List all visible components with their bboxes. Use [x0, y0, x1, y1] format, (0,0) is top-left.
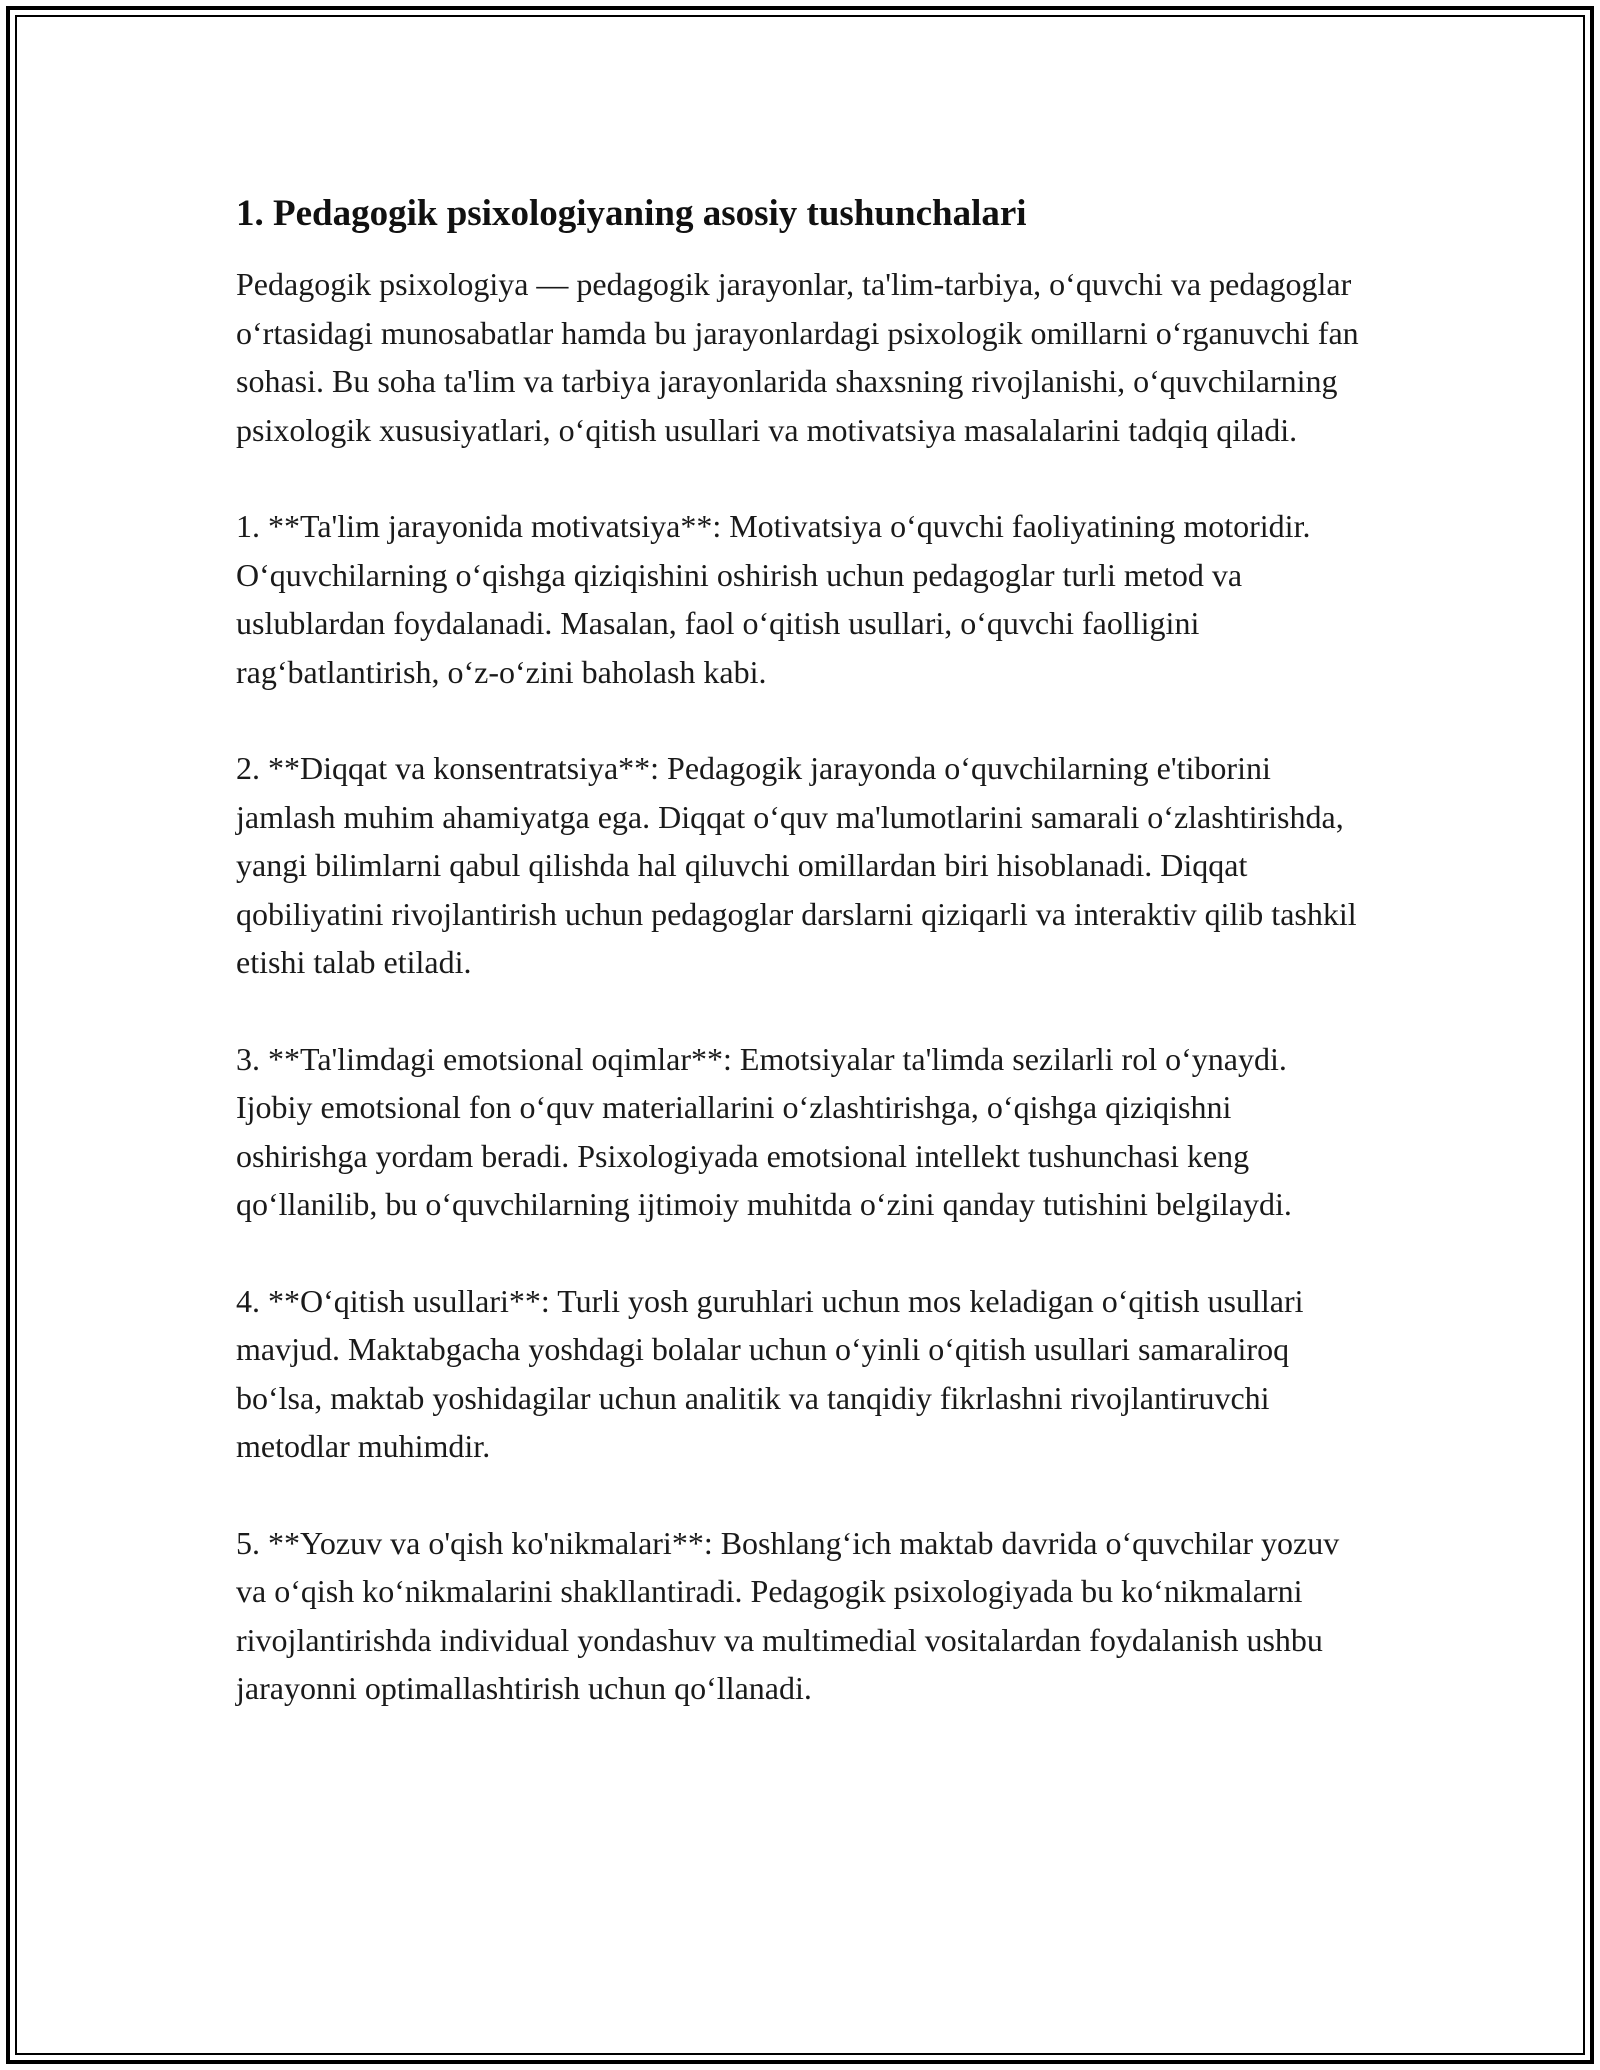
document-content [236, 190, 1366, 1761]
paragraph-emotions: 3. **Ta'limdagi emotsional oqimlar**: Emotsiyalar ta'limda sezilarli rol oʻynaydi. Ijobiy emotsional fon oʻquv materiallarini oʻzlashtirishga, oʻqishga qiziqishni oshirishga yordam beradi. Psixologiyada emotsional intellekt tushunchasi keng qoʻllanilib, bu oʻquvchilarning ijtimoiy muhitda oʻzini qanday tutishini belgilaydi. [236, 1040, 1292, 1222]
intro-paragraph: Pedagogik psixologiya — pedagogik jarayonlar, ta'lim-tarbiya, oʻquvchi va pedagoglar oʻrtasidagi munosabatlar hamda bu jarayonlardagi psixologik omillarni oʻrganuvchi fan sohasi. Bu soha ta'lim va tarbiya jarayonlarida shaxsning rivojlanishi, oʻquvchilarning psixologik xususiyatlari, oʻqitish usullari va motivatsiya masalalarini tadqiq qiladi. [236, 266, 1359, 448]
paragraph-attention: 2. **Diqqat va konsentratsiya**: Pedagogik jarayonda oʻquvchilarning e'tiborini jamlash muhim ahamiyatga ega. Diqqat oʻquv ma'lumotlarini samarali oʻzlashtirishda, yangi bilimlarni qabul qilishda hal qiluvchi omillardan biri hisoblanadi. Diqqat qobiliyatini rivojlantirish uchun pedagoglar darslarni qiziqarli va interaktiv qilib tashkil etishi talab etiladi. [236, 750, 1357, 980]
section-heading: 1. Pedagogik psixologiyaning asosiy tushunchalari [236, 193, 1027, 234]
paragraph-reading-writing: 5. **Yozuv va o'qish ko'nikmalari**: Boshlangʻich maktab davrida oʻquvchilar yozuv va oʻqish koʻnikmalarini shakllantiradi. Pedagogik psixologiyada bu koʻnikmalarni rivojlantirishda individual yondashuv va multimedial vositalardan foydalanish ushbu jarayonni optimallashtirish uchun qoʻllanadi. [236, 1524, 1340, 1706]
paragraph-teaching-methods: 4. **Oʻqitish usullari**: Turli yosh guruhlari uchun mos keladigan oʻqitish usullari mavjud. Maktabgacha yoshdagi bolalar uchun oʻyinli oʻqitish usullari samaraliroq boʻlsa, maktab yoshidagilar uchun analitik va tanqidiy fikrlashni rivojlantiruvchi metodlar muhimdir. [236, 1282, 1304, 1464]
paragraph-motivation: 1. **Ta'lim jarayonida motivatsiya**: Motivatsiya oʻquvchi faoliyatining motoridir. Oʻquvchilarning oʻqishga qiziqishini oshirish uchun pedagoglar turli metod va uslublardan foydalanadi. Masalan, faol oʻqitish usullari, oʻquvchi faolligini ragʻbatlantirish, oʻz-oʻzini baholash kabi. [236, 508, 1311, 690]
